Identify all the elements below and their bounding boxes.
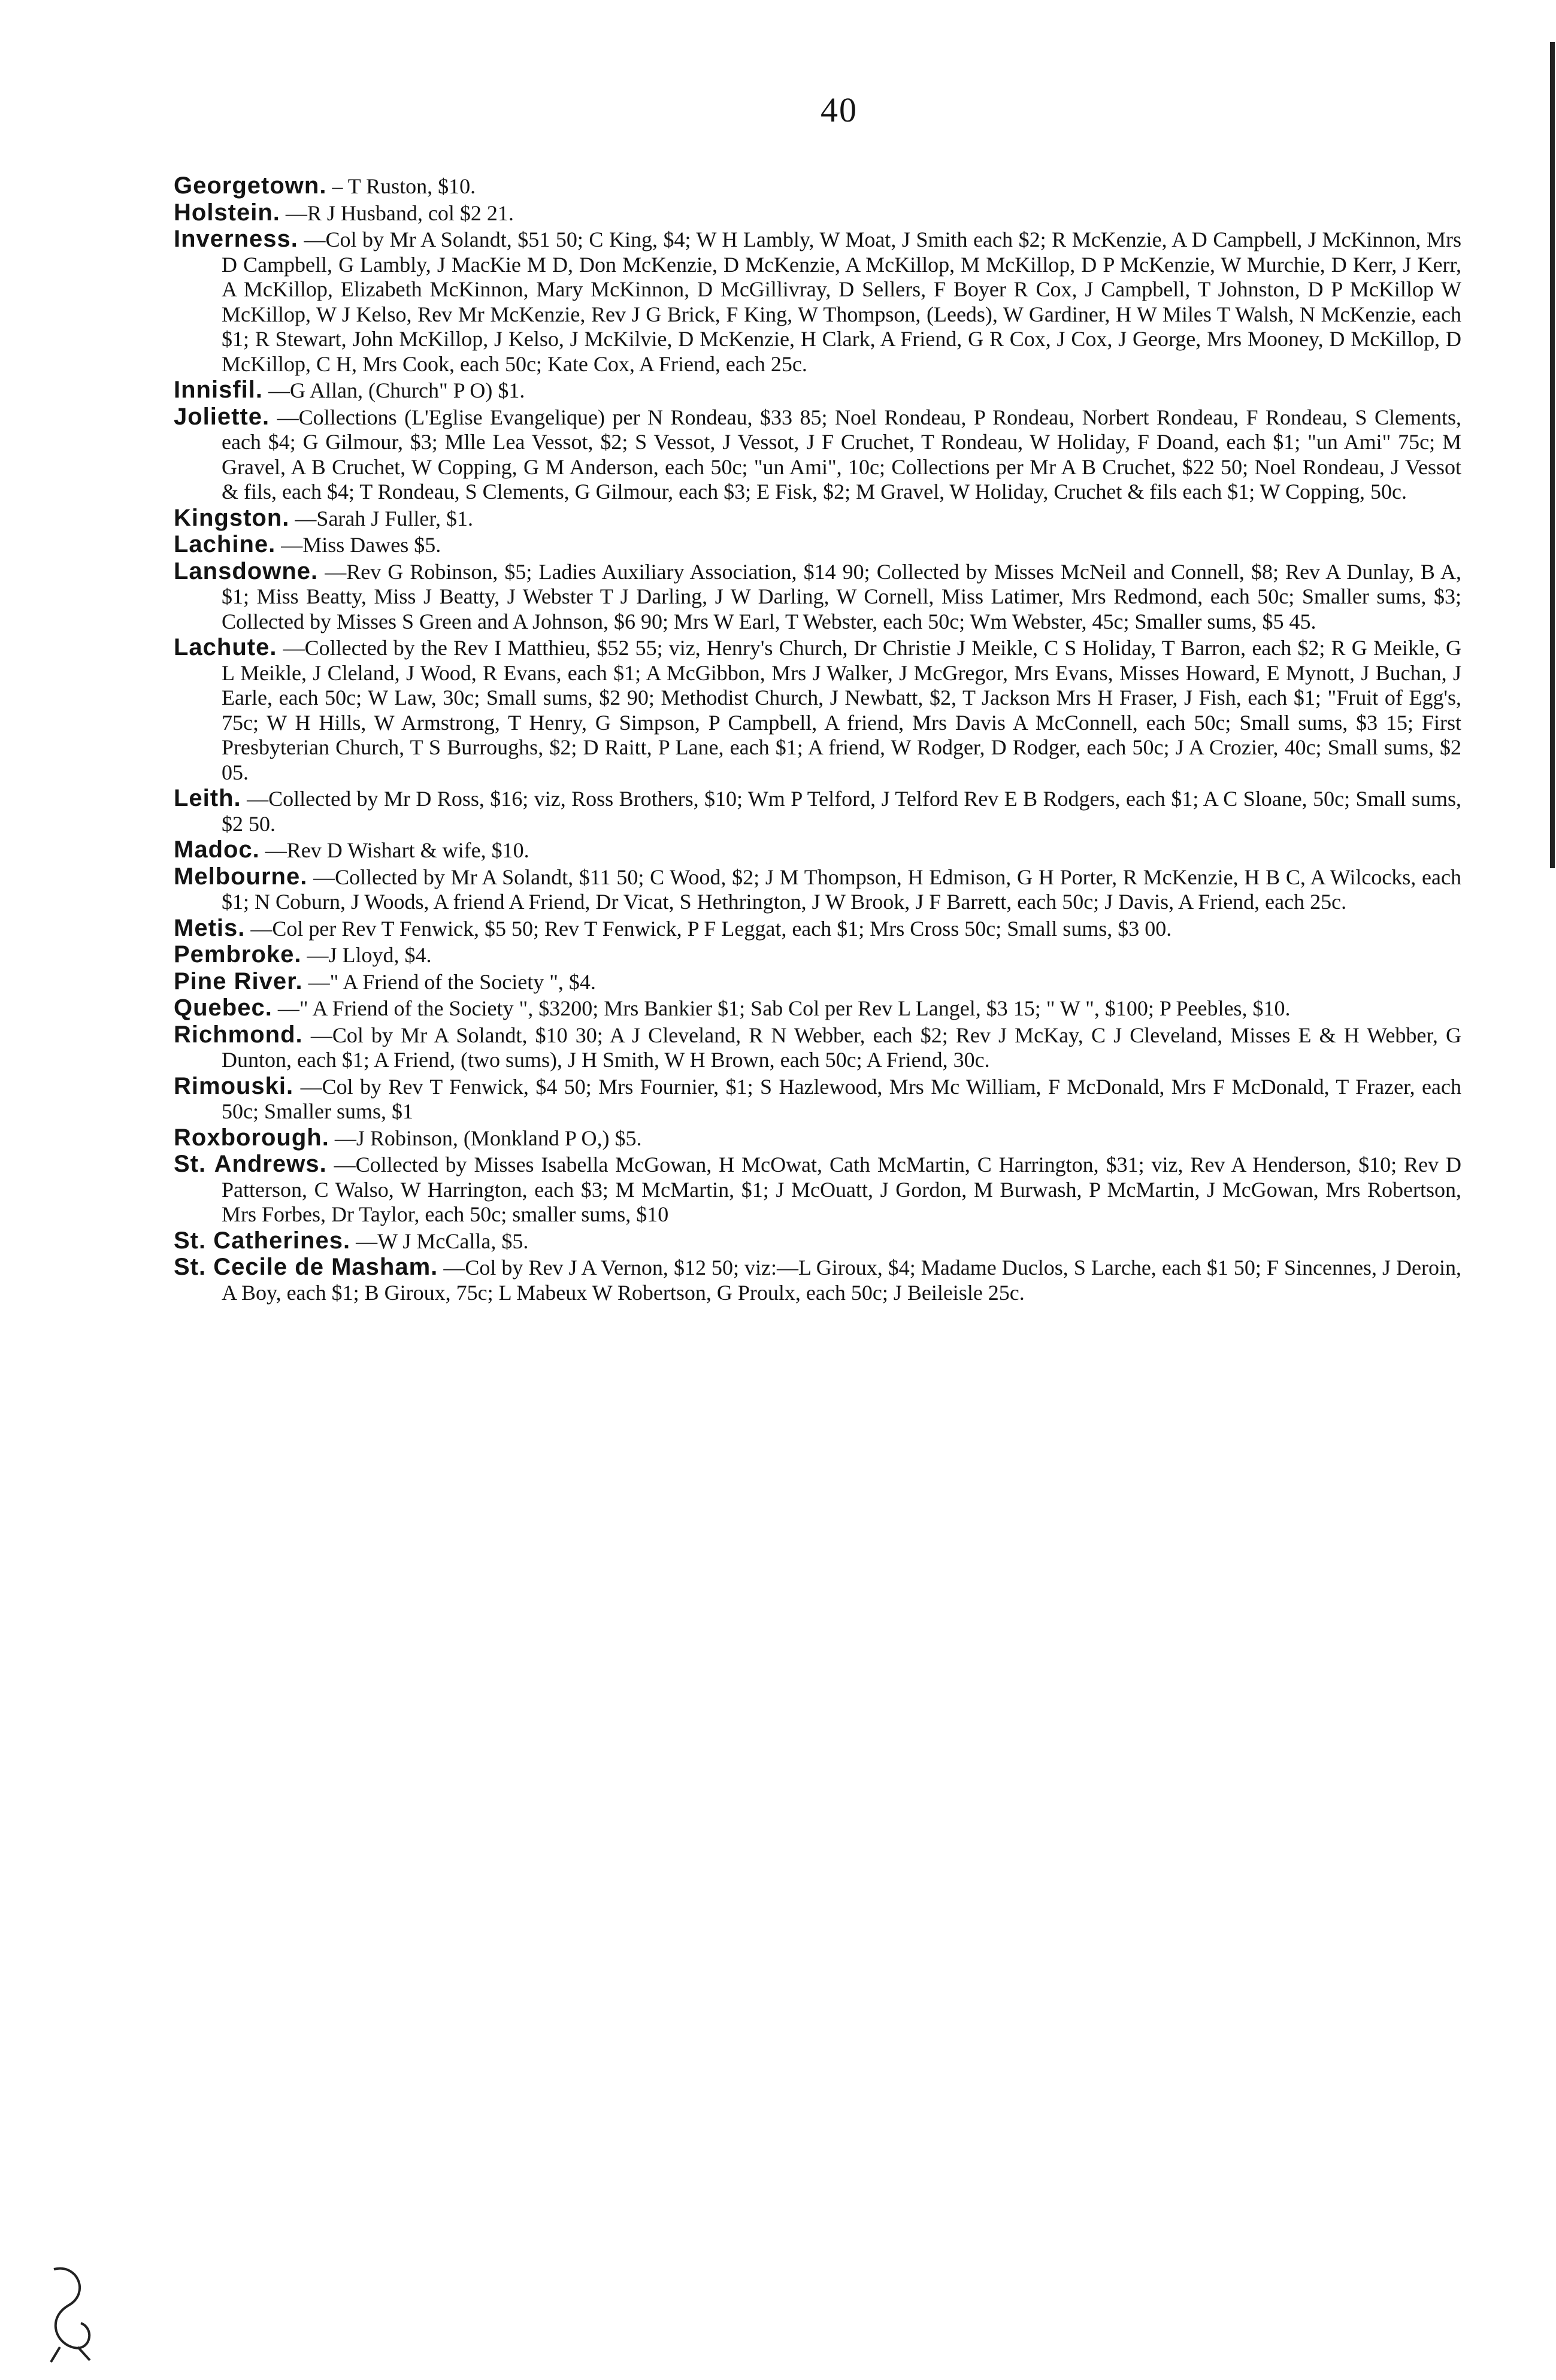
list-entry <box>174 174 1461 199</box>
entry-text: —Collections (L'Eglise Evangelique) per N Rondeau, $33 85; Noel Rondeau, P Rondeau, Norbert Rondeau, F Rondeau, S Clements, each $4; G Gilmour, $3; Mlle Lea Vessot, $2; S Vessot, J Vessot, J F Cruchet, T Rondeau, W Holiday, F Doand, each $1; "un Ami" 75c; M Gravel, A B Cruchet, W Copping, G M Anderson, each 50c; "un Ami", 10c; Collections per Mr A B Cruchet, $22 50; Noel Rondeau, J Vessot & fils, each $4; T Rondeau, S Clements, G Gilmour, each $3; E Fisk, $2; M Gravel, W Holiday, Cruchet & fils each $1; W Copping, 50c. <box>222 405 1462 504</box>
entry-text: —Rev D Wishart & wife, $10. <box>265 838 529 862</box>
place-name: St. Andrews. <box>174 1151 327 1177</box>
entry-text: —J Robinson, (Monkland P O,) $5. <box>334 1126 642 1150</box>
place-name: Joliette. <box>174 403 270 430</box>
place-name: Lachine. <box>174 531 276 557</box>
list-entry <box>174 405 1461 505</box>
place-name: Holstein. <box>174 199 280 226</box>
list-entry <box>174 1126 1461 1151</box>
place-name: Melbourne. <box>174 863 308 890</box>
list-entry <box>174 996 1461 1021</box>
list-entry <box>174 1152 1461 1227</box>
place-name: Leith. <box>174 785 241 811</box>
list-entry <box>174 201 1461 226</box>
place-name: Madoc. <box>174 836 260 863</box>
place-name: Richmond. <box>174 1021 303 1048</box>
list-entry <box>174 942 1461 968</box>
scan-edge-shadow <box>1550 42 1555 868</box>
place-name: Pine River. <box>174 968 303 995</box>
entry-text: —Col by Rev J A Vernon, $12 50; viz:—L Giroux, $4; Madame Duclos, S Larche, each $1 50; F Sincennes, J Deroin, A Boy, each $1; B Giroux, 75c; L Mabeux W Robertson, G Proulx, each 50c; J Beileisle 25c. <box>222 1256 1462 1305</box>
place-name: Metis. <box>174 914 246 941</box>
list-entry <box>174 1023 1461 1073</box>
entry-text: —Col per Rev T Fenwick, $5 50; Rev T Fenwick, P F Leggat, each $1; Mrs Cross 50c; Small sums, $3 00. <box>250 916 1172 941</box>
place-name: Quebec. <box>174 995 273 1021</box>
list-entry <box>174 786 1461 836</box>
entry-text: —Collected by Misses Isabella McGowan, H McOwat, Cath McMartin, C Harrington, $31; viz, Rev A Henderson, $10; Rev D Patterson, C Walso, W Harrington, each $3; M McMartin, $1; J McOuatt, J Gordon, M Burwash, P McMartin, J McGowan, Mrs Robertson, Mrs Forbes, Dr Taylor, each 50c; smaller sums, $10 <box>222 1153 1462 1226</box>
place-name: Innisfil. <box>174 377 263 403</box>
list-entry <box>174 916 1461 942</box>
list-entry <box>174 635 1461 785</box>
entry-text: —" A Friend of the Society ", $4. <box>308 969 596 994</box>
entry-text: —Col by Mr A Solandt, $51 50; C King, $4; W H Lambly, W Moat, J Smith each $2; R McKenzie, A D Campbell, J McKinnon, Mrs D Campbell, G Lambly, J MacKie M D, Don McKenzie, D McKenzie, A McKillop, M McKillop, D P McKenzie, W Murchie, D Kerr, J Kerr, A McKillop, Elizabeth McKinnon, Mary McKinnon, D McGillivray, D Sellers, F Boyer R Cox, J Campbell, T Johnston, D P McKillop W McKillop, W J Kelso, Rev Mr McKenzie, Rev J G Brick, F King, W Thompson, (Leeds), W Gardiner, H W Miles T Walsh, N McKenzie, each $1; R Stewart, John McKillop, J Kelso, J McKilvie, D McKenzie, H Clark, A Friend, G R Cox, J Cox, J George, Mrs Mooney, D McKillop, D McKillop, C H, Mrs Cook, each 50c; Kate Cox, A Friend, each 25c. <box>222 228 1461 376</box>
page-number: 40 <box>821 90 858 129</box>
entry-text: —" A Friend of the Society ", $3200; Mrs Bankier $1; Sab Col per Rev L Langel, $3 15; " W ", $100; P Peebles, $10. <box>277 996 1291 1020</box>
list-entry <box>174 532 1461 558</box>
entry-text: —G Allan, (Church" P O) $1. <box>268 378 525 402</box>
entry-text: —Sarah J Fuller, $1. <box>295 506 473 530</box>
place-name: Rimouski. <box>174 1072 294 1099</box>
entry-text: – T Ruston, $10. <box>332 174 476 198</box>
entry-text: —Miss Dawes $5. <box>281 533 441 557</box>
entry-text: —Col by Rev T Fenwick, $4 50; Mrs Fournier, $1; S Hazlewood, Mrs Mc William, F McDonald, Mrs F McDonald, T Frazer, each 50c; Smaller sums, $1 <box>222 1074 1461 1123</box>
list-entry <box>174 1229 1461 1254</box>
list-entry <box>174 838 1461 863</box>
entry-text: —Rev G Robinson, $5; Ladies Auxiliary Association, $14 90; Collected by Misses McNeil and Connell, $8; Rev A Dunlay, B A, $1; Miss Beatty, Miss J Beatty, J Webster T J Darling, J W Darling, W Cornell, Miss Latimer, Mrs Redmond, each 50c; Smaller sums, $3; Collected by Misses S Green and A Johnson, $6 90; Mrs W Earl, T Webster, each 50c; Wm Webster, 45c; Smaller sums, $5 45. <box>222 559 1461 633</box>
entry-text: —J Lloyd, $4. <box>307 943 432 967</box>
entry-text: —W J McCalla, $5. <box>356 1229 529 1253</box>
entry-text: —R J Husband, col $2 21. <box>285 201 514 225</box>
entry-text: —Col by Mr A Solandt, $10 30; A J Cleveland, R N Webber, each $2; Rev J McKay, C J Cleveland, Misses E & H Webber, G Dunton, each $1; A Friend, (two sums), J H Smith, W H Brown, each 50c; A Friend, 30c. <box>222 1023 1462 1072</box>
list-entry <box>174 1074 1461 1124</box>
list-entry <box>174 506 1461 532</box>
list-entry <box>174 227 1461 377</box>
place-name: St. Catherines. <box>174 1227 351 1254</box>
list-entry <box>174 969 1461 995</box>
place-name: Roxborough. <box>174 1124 329 1151</box>
place-name: Kingston. <box>174 504 290 531</box>
place-name: Pembroke. <box>174 941 302 968</box>
list-entry <box>174 559 1461 635</box>
place-name: Lansdowne. <box>174 557 319 584</box>
list-entry <box>174 1255 1461 1305</box>
place-name: Inverness. <box>174 226 298 252</box>
list-entry <box>174 865 1461 915</box>
list-entry <box>174 378 1461 404</box>
place-name: St. Cecile de Masham. <box>174 1254 438 1280</box>
place-name: Georgetown. <box>174 172 327 199</box>
entry-text: —Collected by Mr A Solandt, $11 50; C Wood, $2; J M Thompson, H Edmison, G H Porter, R McKenzie, H B C, A Wilcocks, each $1; N Coburn, J Woods, A friend A Friend, Dr Vicat, S Hethrington, J W Brook, J F Barrett, each 50c; J Davis, A Friend, each 25c. <box>222 865 1461 914</box>
entry-text: —Collected by the Rev I Matthieu, $52 55; viz, Henry's Church, Dr Christie J Meikle, C S Holiday, T Barron, each $2; R G Meikle, G L Meikle, J Cleland, J Wood, R Evans, each $1; A McGibbon, Mrs J Walker, J McGregor, Mrs Evans, Misses Howard, E Mynott, J Buchan, J Earle, each 50c; W Law, 30c; Small sums, $2 90; Methodist Church, J Newbatt, $2, T Jackson Mrs H Fraser, J Fish, each $1; "Fruit of Egg's, 75c; W H Hills, W Armstrong, T Henry, G Simpson, P Campbell, A friend, Mrs Davis A McConnell, each 50c; Small sums, $3 15; First Presbyterian Church, T S Burroughs, $2; D Raitt, P Lane, each $1; A friend, W Rodger, D Rodger, each 50c; J A Crozier, 40c; Small sums, $2 05. <box>222 636 1462 784</box>
subscription-list <box>174 174 1461 1306</box>
margin-scribble <box>36 2257 108 2365</box>
entry-text: —Collected by Mr D Ross, $16; viz, Ross Brothers, $10; Wm P Telford, J Telford Rev E B Rodgers, each $1; A C Sloane, 50c; Small sums, $2 50. <box>222 787 1461 836</box>
place-name: Lachute. <box>174 634 277 660</box>
